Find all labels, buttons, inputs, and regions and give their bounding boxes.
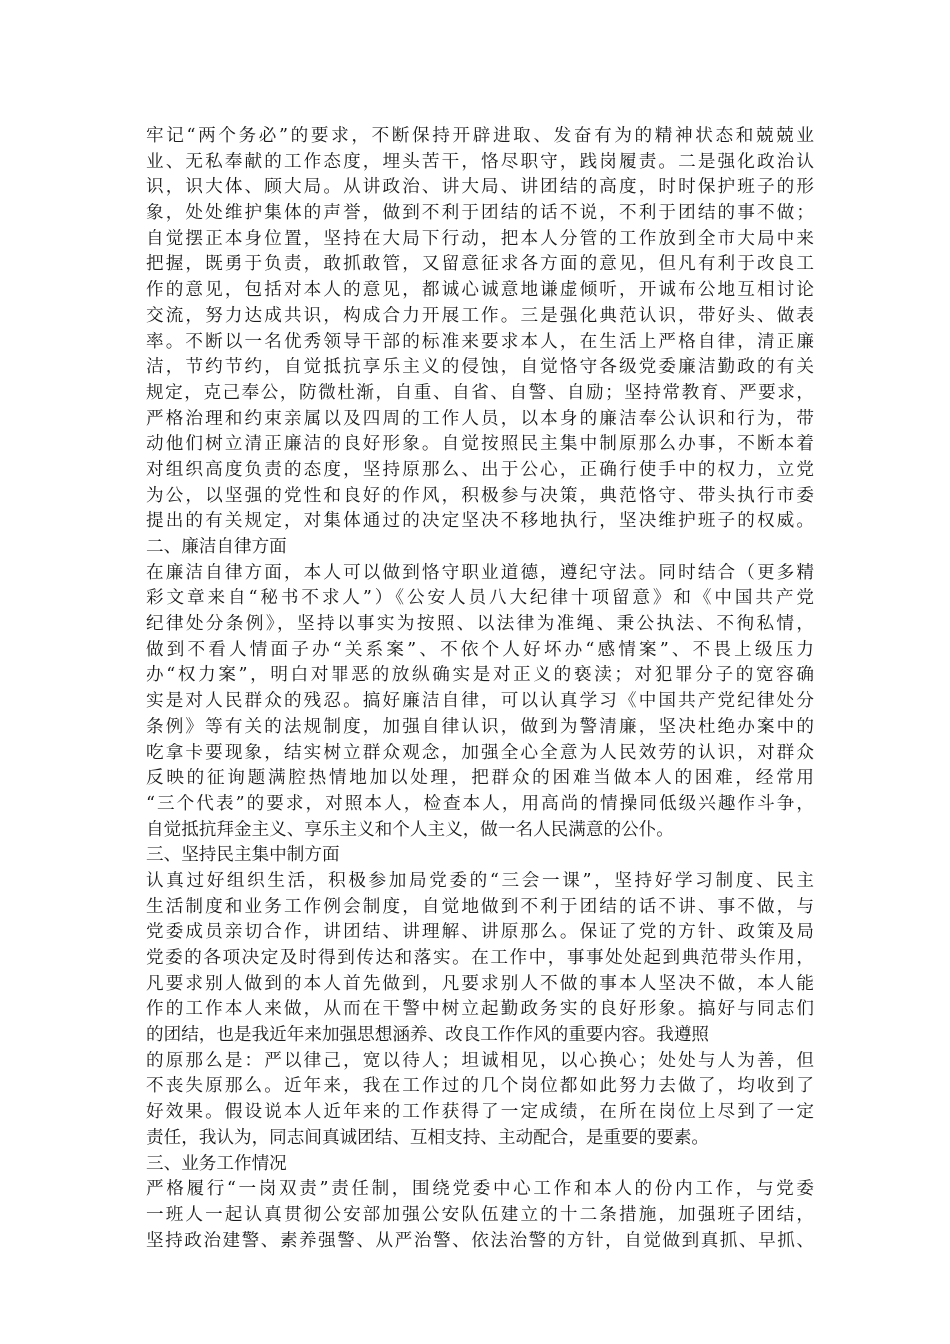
text-line: 的原那么是：严以律己，宽以待人；坦诚相见，以心换心；处处与人为善，但 — [146, 1050, 814, 1071]
text-line: 自觉抵抗拜金主义、享乐主义和个人主义，做一名人民满意的公仆。 — [146, 819, 674, 840]
text-line: 吃拿卡要现象，结实树立群众观念，加强全心全意为人民效劳的认识，对群众 — [146, 742, 814, 763]
text-line: 作的工作本人来做，从而在干警中树立起勤政务实的良好形象。搞好与同志们 — [146, 999, 814, 1020]
text-line: 条例》等有关的法规制度，加强自律认识，做到为警清廉，坚决杜绝办案中的 — [146, 716, 814, 737]
text-line: 办“权力案”，明白对罪恶的放纵确实是对正义的亵渎；对犯罪分子的宽容确 — [146, 665, 814, 686]
document-body — [146, 124, 814, 1254]
text-line: 凡要求别人做到的本人首先做到，凡要求别人不做的事本人坚决不做，本人能 — [146, 973, 814, 994]
text-line: 动他们树立清正廉洁的良好形象。自觉按照民主集中制原那么办事，不断本着 — [146, 434, 814, 455]
text-line: 提出的有关规定，对集体通过的决定坚决不移地执行，坚决维护班子的权威。 — [146, 511, 814, 532]
text-line: 认真过好组织生活，积极参加局党委的“三会一课”，坚持好学习制度、民主 — [146, 870, 814, 891]
text-line: 洁，节约节约，自觉抵抗享乐主义的侵蚀，自觉恪守各级党委廉洁勤政的有关 — [146, 357, 814, 378]
text-line: 的团结，也是我近年来加强思想涵养、改良工作作风的重要内容。我遵照 — [146, 1025, 710, 1046]
text-line: 纪律处分条例》，坚持以事实为按照、以法律为准绳、秉公执法、不徇私情， — [146, 614, 814, 635]
text-line: 二、廉洁自律方面 — [146, 537, 287, 557]
text-line: 对组织高度负责的态度，坚持原那么、出于公心，正确行使手中的权力，立党 — [146, 459, 814, 480]
text-line: 严格履行“一岗双责”责任制，围绕党委中心工作和本人的份内工作，与党委 — [146, 1179, 814, 1200]
text-line: 交流，努力达成共识，构成合力开展工作。三是强化典范认识，带好头、做表 — [146, 305, 814, 326]
text-line: 责任，我认为，同志间真诚团结、互相支持、主动配合，是重要的要素。 — [146, 1127, 710, 1148]
text-line: 三、业务工作情况 — [146, 1153, 287, 1174]
text-line: 识，识大体、顾大局。从讲政治、讲大局、讲团结的高度，时时保护班子的形 — [146, 177, 814, 198]
text-line: 党委的各项决定及时得到传达和落实。在工作中，事事处处起到典范带头作用， — [146, 948, 814, 968]
text-line: 规定，克己奉公，防微杜渐，自重、自省、自警、自励；坚持常教育、严要求， — [146, 382, 814, 403]
text-line: 象，处处维护集体的声誉，做到不利于团结的话不说，不利于团结的事不做； — [146, 203, 814, 224]
text-line: 彩文章来自“秘书不求人”）《公安人员八大纪律十项留意》和《中国共产党 — [146, 588, 814, 609]
text-line: 做到不看人情面子办“关系案”、不依个人好坏办“感情案”、不畏上级压力 — [146, 639, 814, 660]
text-line: 反映的征询题满腔热情地加以处理，把群众的困难当做本人的困难，经常用 — [146, 768, 814, 789]
text-line: 在廉洁自律方面，本人可以做到恪守职业道德，遵纪守法。同时结合（更多精 — [146, 562, 814, 583]
text-line: 率。不断以一名优秀领导干部的标准来要求本人，在生活上严格自律，清正廉 — [146, 331, 814, 352]
text-line: “三个代表”的要求，对照本人，检查本人，用高尚的情操同低级兴趣作斗争， — [146, 793, 814, 814]
text-line: 牢记“两个务必”的要求，不断保持开辟进取、发奋有为的精神状态和兢兢业 — [146, 126, 814, 146]
text-line: 生活制度和业务工作例会制度，自觉地做到不利于团结的话不讲、事不做，与 — [146, 896, 814, 917]
text-line: 严格治理和约束亲属以及四周的工作人员，以本身的廉洁奉公认识和行为，带 — [146, 408, 814, 429]
text-line: 坚持政治建警、素养强警、从严治警、依法治警的方针，自觉做到真抓、早抓、 — [146, 1230, 814, 1251]
text-line: 一班人一起认真贯彻公安部加强公安队伍建立的十二条措施，加强班子团结， — [146, 1204, 814, 1225]
text-line: 自觉摆正本身位置，坚持在大局下行动，把本人分管的工作放到全市大局中来 — [146, 228, 814, 249]
text-line: 作的意见，包括对本人的意见，都诚心诚意地谦虚倾听，开诚布公地互相讨论 — [146, 280, 814, 301]
text-line: 实是对人民群众的残忍。搞好廉洁自律，可以认真学习《中国共产党纪律处分 — [146, 691, 814, 712]
text-line: 业、无私奉献的工作态度，埋头苦干，恪尽职守，践岗履责。二是强化政治认 — [146, 151, 814, 172]
text-line: 三、坚持民主集中制方面 — [146, 845, 340, 866]
text-line: 好效果。假设说本人近年来的工作获得了一定成绩，在所在岗位上尽到了一定 — [146, 1102, 814, 1123]
text-line: 不丧失原那么。近年来，我在工作过的几个岗位都如此努力去做了，均收到了 — [146, 1076, 814, 1097]
text-line: 把握，既勇于负责，敢抓敢管，又留意征求各方面的意见，但凡有利于改良工 — [146, 254, 814, 275]
text-line: 为公，以坚强的党性和良好的作风，积极参与决策，典范恪守、带头执行市委 — [146, 485, 814, 506]
text-line: 党委成员亲切合作，讲团结、讲理解、讲原那么。保证了党的方针、政策及局 — [146, 922, 814, 943]
